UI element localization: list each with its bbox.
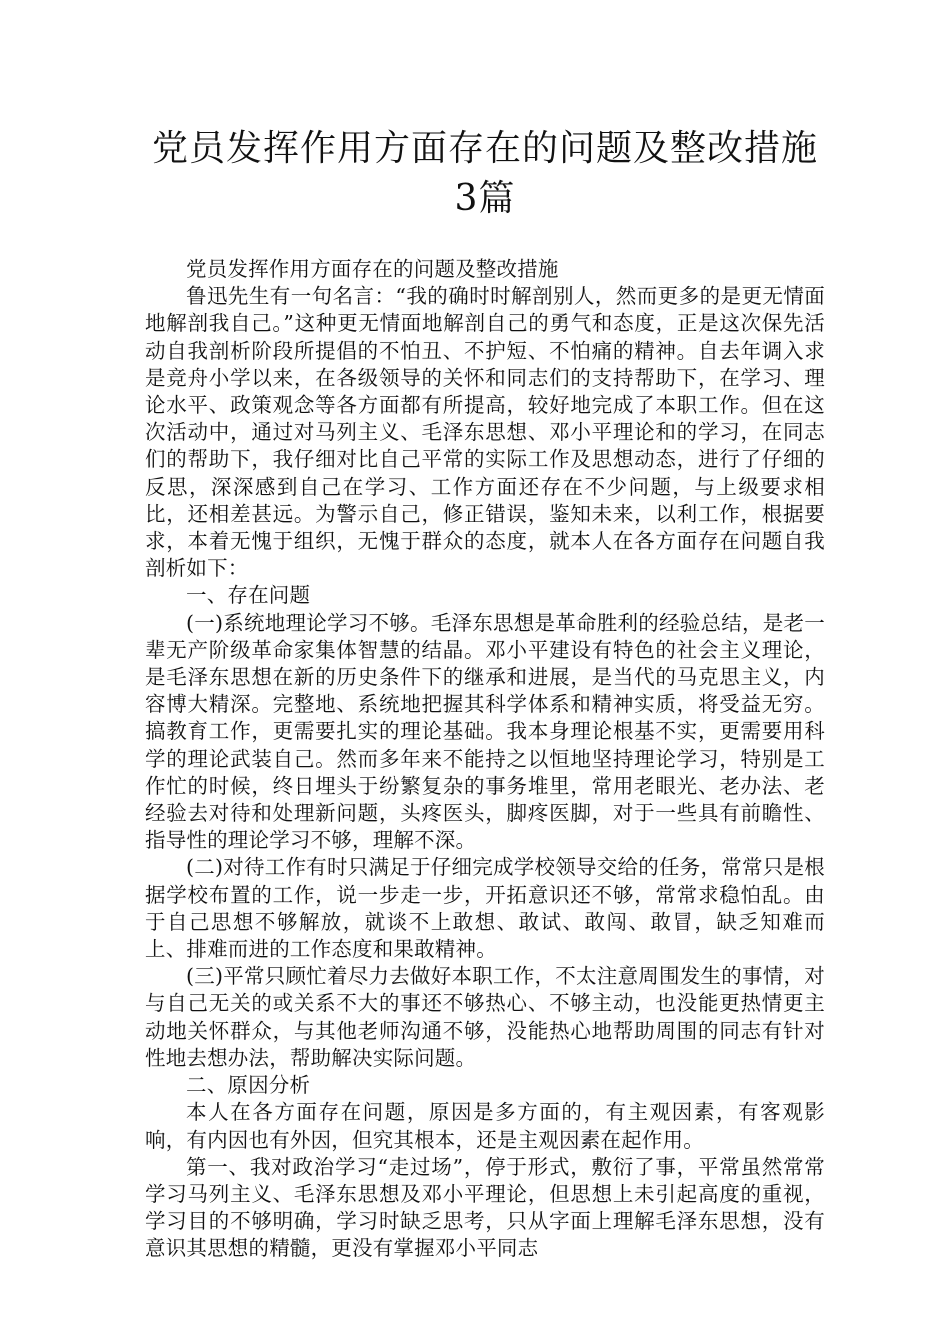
paragraph-problem-2: (二)对待工作有时只满足于仔细完成学校领导交给的任务，常常只是根据学校布置的工作，说一步走一步，开拓意识还不够，常常求稳怕乱。由于自己思想不够解放，就谈不上敢想、敢试、敢闯、敢冒，缺乏知难而上、排难而进的工作态度和果敢精神。 — [145, 855, 825, 962]
paragraph-cause-summary: 本人在各方面存在问题，原因是多方面的，有主观因素，有客观影响，有内因也有外因，但究其根本，还是主观因素在起作用。 — [145, 1100, 825, 1152]
section-heading-problems: 一、存在问题 — [186, 583, 311, 608]
document-title: 党员发挥作用方面存在的问题及整改措施3篇 — [151, 128, 818, 219]
section-heading-causes: 二、原因分析 — [186, 1073, 311, 1098]
document-body — [145, 256, 825, 1263]
paragraph-cause-1: 第一、我对政治学习“走过场”，停于形式，敷衍了事，平常虽然常常学习马列主义、毛泽东思想及邓小平理论，但思想上未引起高度的重视，学习目的不够明确，学习时缺乏思考，只从字面上理解毛泽东思想，没有意识其思想的精髓，更没有掌握邓小平同志 — [145, 1154, 825, 1261]
paragraph-problem-1: (一)系统地理论学习不够。毛泽东思想是革命胜利的经验总结，是老一辈无产阶级革命家集体智慧的结晶。邓小平建设有特色的社会主义理论，是毛泽东思想在新的历史条件下的继承和进展，是当代的马克思主义，内容博大精深。完整地、系统地把握其科学体系和精神实质，将受益无穷。搞教育工作，更需要扎实的理论基础。我本身理论根基不实，更需要用科学的理论武装自己。然而多年来不能持之以恒地坚持理论学习，特别是工作忙的时候，终日埋头于纷繁复杂的事务堆里，常用老眼光、老办法、老经验去对待和处理新问题，头疼医头，脚疼医脚，对于一些具有前瞻性、指导性的理论学习不够，理解不深。 — [145, 610, 825, 853]
paragraph-problem-3: (三)平常只顾忙着尽力去做好本职工作，不太注意周围发生的事情，对与自己无关的或关系不大的事还不够热心、不够主动，也没能更热情更主动地关怀群众，与其他老师沟通不够，没能热心地帮助周围的同志有针对性地去想办法，帮助解决实际问题。 — [145, 964, 825, 1070]
paragraph-subtitle: 党员发挥作用方面存在的问题及整改措施 — [186, 257, 559, 281]
paragraph-introduction: 鲁迅先生有一句名言：“我的确时时解剖别人，然而更多的是更无情面地解剖我自己。”这种更无情面地解剖自己的勇气和态度，正是这次保先活动自我剖析阶段所提倡的不怕丑、不护短、不怕痛的精神。自去年调入求是竞舟小学以来，在各级领导的关怀和同志们的支持帮助下，在学习、理论水平、政策观念等各方面都有所提高，较好地完成了本职工作。但在这次活动中，通过对马列主义、毛泽东思想、邓小平理论和的学习，在同志们的帮助下，我仔细对比自己平常的实际工作及思想动态，进行了仔细的反思，深深感到自己在学习、工作方面还存在不少问题，与上级要求相比，还相差甚远。为警示自己，修正错误，鉴知未来，以利工作，根据要求，本着无愧于组织，无愧于群众的态度，就本人在各方面存在问题自我剖析如下： — [145, 284, 825, 581]
document-page — [145, 124, 825, 1263]
